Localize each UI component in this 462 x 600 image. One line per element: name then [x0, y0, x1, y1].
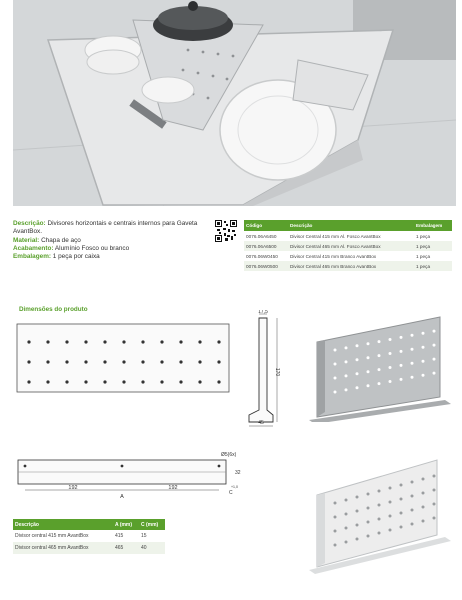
column-header-c: C (mm)	[139, 519, 165, 530]
perforation-hole	[378, 382, 381, 385]
perforation-hole	[84, 360, 87, 363]
perforation-hole	[46, 360, 49, 363]
perforation-hole	[356, 344, 359, 347]
perforation-hole	[400, 526, 403, 529]
packaging-cell: 1 peça	[416, 253, 431, 259]
perforation-hole	[356, 496, 359, 499]
profile-height-dim: 170	[274, 367, 280, 377]
finish-label: Acabamento:	[13, 244, 54, 252]
perforation-hole	[378, 518, 381, 521]
code-cell: 0076.06W0500	[244, 261, 288, 271]
qr-code-icon	[215, 220, 237, 242]
perforation-hole	[356, 538, 359, 541]
perforation-hole	[389, 501, 392, 504]
perforation-hole	[411, 334, 414, 337]
dimensions-title: Dimensões do produto	[19, 306, 88, 313]
front-view-drawing	[15, 320, 235, 400]
profile-top-dim: 17,5	[258, 310, 268, 315]
perforation-hole	[422, 374, 425, 377]
perforation-hole	[46, 340, 49, 343]
perforation-hole	[367, 493, 370, 496]
packaging-cell: 1 peça	[414, 261, 452, 271]
aluminum-divider-render	[305, 312, 455, 422]
a-cell: 465	[113, 542, 139, 554]
perforation-hole	[367, 356, 370, 359]
perforation-hole	[65, 360, 68, 363]
perforation-hole	[356, 524, 359, 527]
perforation-hole	[141, 340, 144, 343]
perforation-hole	[345, 499, 348, 502]
perforation-hole	[433, 517, 436, 520]
perforation-hole	[345, 388, 348, 391]
perforation-hole	[433, 358, 436, 361]
perforation-hole	[198, 380, 201, 383]
tolerance-dim: +1,0	[231, 485, 238, 489]
perforation-hole	[198, 360, 201, 363]
product-photo	[13, 0, 456, 206]
perforation-hole	[356, 358, 359, 361]
top-view-drawing	[13, 450, 243, 500]
perforation-hole	[122, 380, 125, 383]
perforation-hole	[422, 360, 425, 363]
a-cell: 415	[115, 533, 124, 539]
description-cell: Divisor central 415 mm AvantBox	[15, 533, 89, 539]
perforation-hole	[389, 529, 392, 532]
perforation-hole	[400, 498, 403, 501]
perforation-hole	[334, 391, 337, 394]
height-dim: 32	[235, 470, 241, 476]
perforation-hole	[160, 380, 163, 383]
perforation-hole	[411, 495, 414, 498]
packaging-label: Embalagem:	[13, 253, 52, 261]
perforation-hole	[334, 349, 337, 352]
white-divider-render	[305, 455, 455, 575]
perforation-hole	[411, 362, 414, 365]
perforation-hole	[411, 509, 414, 512]
perforation-hole	[103, 360, 106, 363]
finish-value: Alumínio Fosco ou branco	[54, 244, 130, 252]
perforation-hole	[433, 330, 436, 333]
material-label: Material:	[13, 236, 40, 244]
column-header-description: Descrição	[13, 519, 113, 530]
table-row	[13, 530, 165, 542]
column-header-description: Descrição	[288, 220, 414, 231]
perforation-hole	[411, 481, 414, 484]
perforation-hole	[389, 487, 392, 490]
perforation-hole	[422, 520, 425, 523]
perforation-hole	[46, 380, 49, 383]
perforation-hole	[411, 376, 414, 379]
perforation-hole	[334, 377, 337, 380]
packaging-value: 1 peça por caixa	[52, 253, 100, 261]
column-header-packaging: Embalagem	[414, 220, 452, 231]
perforation-hole	[389, 366, 392, 369]
perforation-hole	[422, 332, 425, 335]
perforation-hole	[411, 348, 414, 351]
column-header-code: Código	[244, 220, 288, 231]
perforation-hole	[27, 360, 30, 363]
perforation-hole	[345, 513, 348, 516]
perforation-hole	[422, 346, 425, 349]
dimensions-table	[13, 519, 165, 554]
perforation-hole	[141, 360, 144, 363]
perforation-hole	[389, 352, 392, 355]
perforation-hole	[400, 336, 403, 339]
description-value: Divisores horizontais e centrais internos para Gaveta AvantBox.	[13, 220, 198, 236]
perforation-hole	[334, 530, 337, 533]
c-dim: C	[229, 490, 233, 496]
perforation-hole	[400, 512, 403, 515]
holes-dim: Ø5(6x)	[221, 452, 237, 458]
perforation-hole	[103, 380, 106, 383]
perforation-hole	[422, 506, 425, 509]
perforation-hole	[334, 516, 337, 519]
perforation-hole	[378, 368, 381, 371]
perforation-hole	[217, 360, 220, 363]
perforation-hole	[84, 340, 87, 343]
perforation-hole	[367, 370, 370, 373]
description-label: Descrição:	[13, 220, 46, 227]
left-span-dim: 192	[68, 485, 78, 491]
perforation-hole	[378, 504, 381, 507]
perforation-hole	[400, 350, 403, 353]
perforation-hole	[367, 507, 370, 510]
perforation-hole	[433, 372, 436, 375]
perforation-hole	[122, 340, 125, 343]
perforation-hole	[27, 340, 30, 343]
perforation-hole	[345, 527, 348, 530]
perforation-hole	[422, 478, 425, 481]
drawer-illustration	[13, 0, 456, 206]
perforation-hole	[400, 484, 403, 487]
perforation-hole	[400, 378, 403, 381]
perforation-hole	[65, 380, 68, 383]
perforation-hole	[103, 340, 106, 343]
packaging-cell: 1 peça	[414, 241, 452, 251]
perforation-hole	[367, 342, 370, 345]
perforation-hole	[378, 490, 381, 493]
perforation-hole	[378, 354, 381, 357]
perforation-hole	[179, 340, 182, 343]
packaging-cell: 1 peça	[416, 233, 431, 239]
table-row	[244, 251, 452, 261]
perforation-hole	[433, 475, 436, 478]
table-row	[244, 241, 452, 251]
perforation-hole	[356, 372, 359, 375]
perforation-hole	[217, 380, 220, 383]
perforation-hole	[160, 360, 163, 363]
a-dim: A	[120, 494, 124, 500]
profile-base-dim: 45	[258, 420, 264, 426]
perforation-hole	[345, 360, 348, 363]
code-cell: 0076.06A6450	[246, 233, 277, 239]
perforation-hole	[367, 384, 370, 387]
table-row	[13, 542, 165, 554]
perforation-hole	[433, 503, 436, 506]
perforation-hole	[217, 340, 220, 343]
c-cell: 40	[139, 542, 165, 554]
perforation-hole	[345, 541, 348, 544]
perforation-hole	[198, 340, 201, 343]
code-cell: 0076.06A6500	[244, 241, 288, 251]
perforation-hole	[141, 380, 144, 383]
perforation-hole	[389, 515, 392, 518]
column-header-a: A (mm)	[113, 519, 139, 530]
perforation-hole	[334, 502, 337, 505]
description-cell: Divisor Central 415 mm Branco AvantBox	[290, 253, 377, 259]
perforation-hole	[27, 380, 30, 383]
table-row	[244, 231, 452, 241]
right-span-dim: 192	[168, 485, 178, 491]
perforation-hole	[334, 544, 337, 547]
perforation-hole	[422, 492, 425, 495]
perforation-hole	[160, 340, 163, 343]
description-cell: Divisor Central 415 mm Al. Fosco AvantBox	[290, 233, 381, 239]
perforation-hole	[367, 521, 370, 524]
perforation-hole	[334, 363, 337, 366]
perforation-hole	[411, 523, 414, 526]
perforation-hole	[389, 380, 392, 383]
perforation-hole	[179, 380, 182, 383]
perforation-hole	[65, 340, 68, 343]
perforation-hole	[179, 360, 182, 363]
description-cell: Divisor central 465 mm AvantBox	[13, 542, 113, 554]
product-codes-table	[244, 220, 452, 271]
perforation-hole	[367, 535, 370, 538]
profile-drawing	[243, 310, 283, 428]
product-description	[13, 220, 203, 261]
perforation-hole	[400, 364, 403, 367]
perforation-hole	[356, 386, 359, 389]
c-cell: 15	[141, 533, 147, 539]
material-value: Chapa de aço	[41, 236, 81, 244]
perforation-hole	[378, 532, 381, 535]
perforation-hole	[433, 344, 436, 347]
perforation-hole	[378, 340, 381, 343]
perforation-hole	[389, 338, 392, 341]
code-cell: 0076.06W0450	[246, 253, 278, 259]
perforation-hole	[345, 374, 348, 377]
perforation-hole	[84, 380, 87, 383]
description-cell: Divisor Central 465 mm Branco AvantBox	[288, 261, 414, 271]
perforation-hole	[122, 360, 125, 363]
table-row	[244, 261, 452, 271]
perforation-hole	[356, 510, 359, 513]
perforation-hole	[433, 489, 436, 492]
perforation-hole	[345, 346, 348, 349]
description-cell: Divisor Central 465 mm Al. Fosco AvantBox	[288, 241, 414, 251]
